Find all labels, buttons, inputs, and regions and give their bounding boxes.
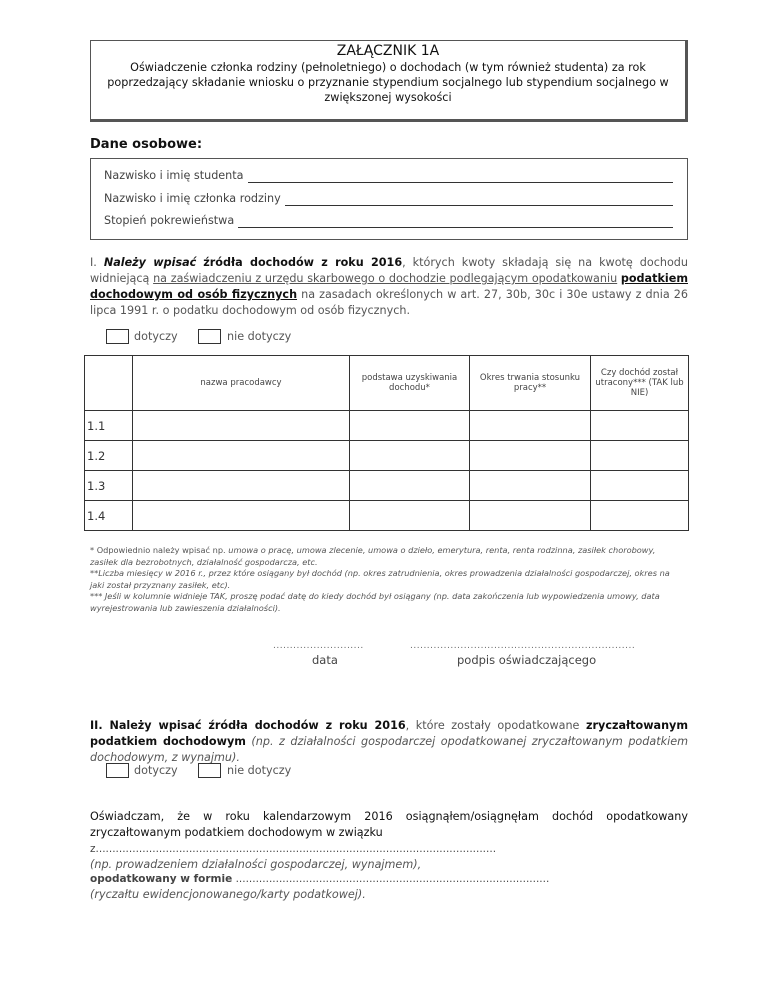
section1-italic: Należy wpisać xyxy=(103,256,197,269)
section1-underlined-bold: podatkiem dochodowym od osób fizycznych xyxy=(90,272,688,301)
declaration-z: z xyxy=(90,843,96,855)
table-cell[interactable] xyxy=(133,471,350,501)
table-header-income-lost: Czy dochód został utracony*** (TAK lub NIE) xyxy=(591,356,689,411)
table-row xyxy=(85,501,689,531)
section1-underlined: na zaświadczeniu z urzędu skarbowego o dochodzie podlegającym opodatkowaniu xyxy=(153,272,618,285)
table-cell[interactable] xyxy=(350,441,470,471)
declaration-hint1 xyxy=(90,857,421,873)
header-box xyxy=(90,40,688,122)
table-row xyxy=(85,441,689,471)
document-title: ZAŁĄCZNIK 1A xyxy=(336,43,440,59)
footnote-1 xyxy=(90,545,685,568)
student-name-label: Nazwisko i imię studenta xyxy=(104,169,244,182)
declaration-line1: Oświadczam, że w roku kalendarzowym 2016 osiągnąłem/osiągnęłam dochód opodatkowany zryczałtowanym podatkiem dochodowym w związku xyxy=(90,810,688,839)
footnote-3 xyxy=(90,591,685,614)
footnotes xyxy=(90,545,685,614)
declaration-hint1-text: (np. prowadzeniem działalności gospodarczej, wynajmem), xyxy=(90,858,422,871)
table-row xyxy=(85,411,689,441)
signature-label: podpis oświadczającego xyxy=(457,653,597,667)
signature-line[interactable]: ................................................................... xyxy=(410,641,636,651)
section1-not-applies-checkbox[interactable] xyxy=(198,329,221,344)
table-cell[interactable] xyxy=(470,501,591,531)
relationship-field[interactable] xyxy=(238,214,673,228)
table-header-row xyxy=(85,356,689,411)
table-cell[interactable] xyxy=(133,411,350,441)
section1-text1: , których kwoty składają się na kwotę dochodu widniejącą xyxy=(90,256,688,285)
section1-text2: na zasadach określonych w art. 27, 30b, 30c i 30e ustawy z dnia 26 lipca 1991 r. o podatku dochodowym od osób fizycznych. xyxy=(90,288,688,317)
table-header-employer: nazwa pracodawcy xyxy=(133,356,350,411)
relationship-label: Stopień pokrewieństwa xyxy=(104,214,235,227)
table-cell[interactable] xyxy=(591,501,689,531)
income-table xyxy=(84,355,689,531)
table-cell[interactable] xyxy=(591,441,689,471)
footnote-1-italic: umowa o pracę, umowa zlecenie, umowa o dzieło, emerytura, renta, renta rodzinna, zasiłek chorobowy, zasiłek dla bezrobotnych, działalność gospodarcza, etc. xyxy=(90,545,656,567)
section1-bold: źródła dochodów z roku 2016 xyxy=(203,256,403,269)
section2-not-applies-checkbox[interactable] xyxy=(198,763,221,778)
section2-text1: , które zostały opodatkowane xyxy=(405,719,586,732)
family-member-name-row xyxy=(104,192,673,212)
table-cell[interactable] xyxy=(470,471,591,501)
table-cell[interactable] xyxy=(591,471,689,501)
table-cell[interactable] xyxy=(350,411,470,441)
table-cell[interactable] xyxy=(133,501,350,531)
table-cell[interactable] xyxy=(470,411,591,441)
table-header-number xyxy=(85,356,133,411)
section2-applies-label: dotyczy xyxy=(134,764,178,777)
table-cell[interactable] xyxy=(350,471,470,501)
section2-bold2: zryczałtowanym podatkiem dochodowym xyxy=(90,719,688,748)
table-cell[interactable] xyxy=(470,441,591,471)
personal-data-heading: Dane osobowe: xyxy=(90,137,203,152)
declaration-form-label: opodatkowany w formie xyxy=(90,873,233,885)
table-row xyxy=(85,471,689,501)
declaration-form-row xyxy=(90,873,690,885)
declaration-text xyxy=(90,809,688,841)
section1-applies-checkbox[interactable] xyxy=(106,329,129,344)
section2-bold1: II. Należy wpisać źródła dochodów z roku 2016 xyxy=(90,719,406,732)
table-cell[interactable] xyxy=(350,501,470,531)
declaration-hint2-text: (ryczałtu ewidencjonowanego/karty podatkowej). xyxy=(90,888,366,901)
declaration-hint2 xyxy=(90,887,366,903)
date-line[interactable]: ........................... xyxy=(273,641,364,651)
row-number: 1.1 xyxy=(85,411,133,441)
table-cell[interactable] xyxy=(133,441,350,471)
document-subtitle: Oświadczenie członka rodziny (pełnoletniego) o dochodach (w tym również studenta) za rok poprzedzający składanie wniosku o przyznanie stypendium socjalnego lub stypendium socjalnego w zwiększonej wysokości xyxy=(107,61,669,104)
table-header-employment-period: Okres trwania stosunku pracy** xyxy=(470,356,591,411)
section2-applies-checkbox[interactable] xyxy=(106,763,129,778)
footnote-2 xyxy=(90,568,685,591)
section1-not-applies-label: nie dotyczy xyxy=(227,330,292,343)
student-name-field[interactable] xyxy=(248,169,673,183)
declaration-form-field[interactable]: .............................................................................................. xyxy=(235,873,550,885)
table-cell[interactable] xyxy=(591,411,689,441)
section1-applies-label: dotyczy xyxy=(134,330,178,343)
relationship-row xyxy=(104,214,673,234)
row-number: 1.3 xyxy=(85,471,133,501)
family-member-name-label: Nazwisko i imię członka rodziny xyxy=(104,192,281,205)
section2-paragraph xyxy=(90,718,688,766)
footnote-1-prefix: * Odpowiednio należy wpisać np. xyxy=(90,545,229,555)
family-member-name-field[interactable] xyxy=(285,192,673,206)
footnote-3-text: *** Jeśli w kolumnie widnieje TAK, proszę podać datę do kiedy dochód był osiągany (np. data zakończenia lub wypowiedzenia umowy, data wyrejestrowania lub zawieszenia działalności). xyxy=(90,591,660,613)
date-label: data xyxy=(312,653,338,667)
row-number: 1.2 xyxy=(85,441,133,471)
student-name-row xyxy=(104,169,673,189)
section2-not-applies-label: nie dotyczy xyxy=(227,764,292,777)
footnote-2-text: **Liczba miesięcy w 2016 r., przez które osiągany był dochód (np. okres zatrudnienia, okres prowadzenia działalności gospodarczej, okres na jaki został przyznany zasiłek, etc). xyxy=(90,568,670,590)
table-header-income-basis: podstawa uzyskiwania dochodu* xyxy=(350,356,470,411)
row-number: 1.4 xyxy=(85,501,133,531)
section1-paragraph xyxy=(90,255,688,319)
section1-number: I. xyxy=(90,256,97,269)
declaration-source-row xyxy=(90,843,690,855)
personal-data-box xyxy=(90,158,688,240)
declaration-source-field[interactable]: ........................................................................................................................ xyxy=(95,843,497,855)
section2-italic: (np. z działalności gospodarczej opodatkowanej zryczałtowanym podatkiem dochodowym, z wynajmu). xyxy=(90,735,688,764)
